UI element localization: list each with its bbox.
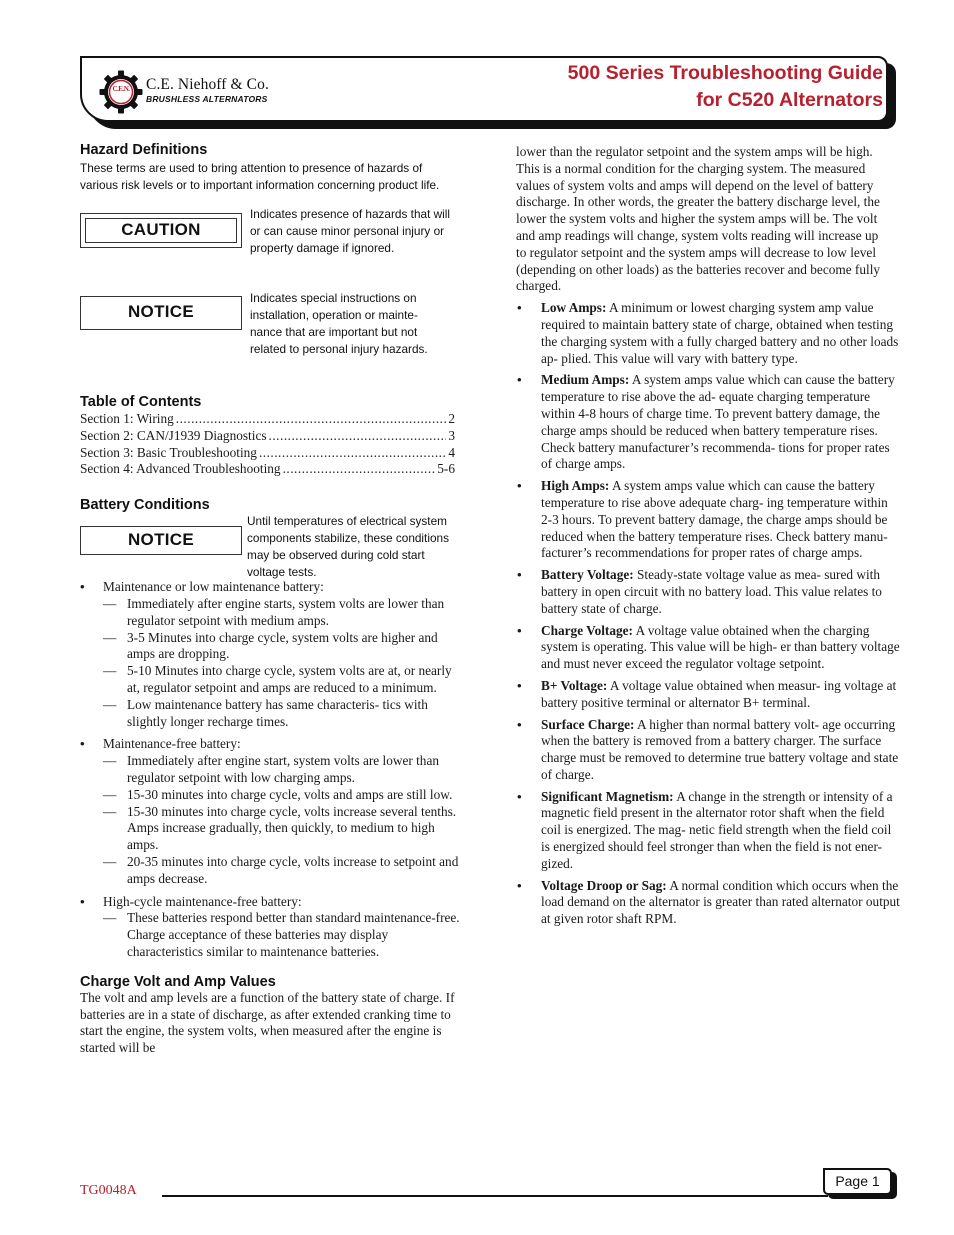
list-item: — 15-30 minutes into charge cycle, volts and amps are still low.	[103, 787, 465, 804]
notice-description: Indicates special instructions on installation, operation or mainte- nance that are important but not related to personal injury hazards.	[250, 291, 428, 356]
page-title-line-1: 500 Series Troubleshooting Guide	[567, 62, 883, 84]
left-column	[80, 142, 465, 1057]
page-number: Page 1	[823, 1168, 892, 1195]
charge-values-paragraph-continued: lower than the regulator setpoint and the system amps will be high. This is a normal condition for the charging system. The measured values of system volts and amps will depend on the level of battery discharge. In other words, the greater the battery discharge level, the lower the system volts and higher the system amps will be. The volt and amp readings will change, system volts reading will increase up to regulator setpoint and the system amps will decrease to low level (depending on other loads) as the batteries recover and become fully charged.	[516, 144, 881, 294]
hazard-definitions-heading: Hazard Definitions	[80, 142, 208, 158]
definition-item: • B+ Voltage: A voltage value obtained when measur- ing voltage at battery positive terminal or alternator B+ terminal.	[516, 678, 901, 712]
definition-item: • Charge Voltage: A voltage value obtained when the charging system is operating. This value will be high- er than battery voltage and must never exceed the regulator voltage setpoint.	[516, 623, 901, 673]
list-item: — These batteries respond better than standard maintenance-free. Charge acceptance of these batteries may display characteristics similar to maintenance batteries.	[103, 910, 465, 960]
list-item: — Low maintenance battery has same characteris- tics with slightly longer recharge times.	[103, 697, 465, 731]
definition-item: • Voltage Droop or Sag: A normal condition which occurs when the load demand on the alternator is greater than rated alternator output at given rotor shaft RPM.	[516, 878, 901, 928]
table-of-contents-heading: Table of Contents	[80, 394, 202, 410]
charge-values-heading: Charge Volt and Amp Values	[80, 973, 276, 990]
notice-label: NOTICE	[127, 302, 195, 321]
hazard-key	[80, 206, 465, 386]
battery-notice-label: NOTICE	[127, 530, 195, 550]
hazard-intro: These terms are used to bring attention to presence of hazards of various risk levels or to important information concerning product life.	[80, 161, 440, 192]
list-item: — Immediately after engine starts, system volts are lower than regulator setpoint with medium amps.	[103, 596, 465, 630]
definition-item: • High Amps: A system amps value which can cause the battery temperature to rise above adequate charg- ing temperature within 2-3 hours. To prevent battery damage, the charge amps should be reduced when the battery temperature rises. Check battery manu- facturer’s recommendations for proper rates of charge amps.	[516, 478, 901, 562]
toc-entry[interactable]: Section 4: Advanced Troubleshooting ..... 5-6	[80, 461, 455, 478]
list-item: — 5-10 Minutes into charge cycle, system volts are at, or nearly at, regulator setpoint and amps are reduced to a minimum.	[103, 663, 465, 697]
list-item: — 3-5 Minutes into charge cycle, system volts are higher and amps are dropping.	[103, 630, 465, 664]
notice-label-box	[80, 296, 242, 330]
toc-entry[interactable]: Section 3: Basic Troubleshooting ..... 4	[80, 445, 455, 462]
definition-item: • Low Amps: A minimum or lowest charging system amp value required to maintain battery state of charge, obtained when testing the charging system with a fully charged battery and no other loads ap- plied. This value will vary with battery type.	[516, 300, 901, 367]
battery-group: • High-cycle maintenance-free battery: — These batteries respond better than standard maintenance-free. Charge acceptance of these batteries may display characteristics similar to maintenance batteries.	[80, 894, 465, 961]
battery-notice-label-box	[80, 526, 242, 555]
right-column	[516, 144, 906, 928]
company-name: C.E. Niehoff & Co.	[146, 76, 269, 93]
battery-group: • Maintenance or low maintenance battery: — Immediately after engine starts, system volts are lower than regulator setpoint with medium amps. — 3-5 Minutes into charge cycle, system volts are higher and amps are dropping. — 5-10 Minutes into charge cycle, system volts are at, or nearly at, regulator setpoint and amps are reduced to a minimum. — Low maintenance battery has same characteris- tics with slightly longer recharge times.	[80, 579, 465, 730]
definition-item: • Battery Voltage: Steady-state voltage value as mea- sured with battery in open circuit with no battery load. This value relates to battery state of charge.	[516, 567, 901, 617]
battery-condition-list	[80, 579, 465, 961]
page-title-line-2: for C520 Alternators	[696, 89, 883, 111]
charge-values-paragraph-start: The volt and amp levels are a function of the battery state of charge. If batteries are in a state of discharge, as after extended cranking time to start the engine, the system volts, when measured after the engine is started will be	[80, 989, 455, 1056]
table-of-contents	[80, 411, 455, 478]
battery-conditions-heading: Battery Conditions	[80, 497, 210, 514]
definition-item: • Medium Amps: A system amps value which can cause the battery temperature to rise above the ad- equate charging temperature within 4-8 hours of charge time. To prevent battery damage, the charge amps should be reduced when battery temperature rises. Check battery manufacturer’s recommenda- tions for proper rates of charge amps.	[516, 372, 901, 473]
list-item: — Immediately after engine start, system volts are lower than regulator setpoint with low charging amps.	[103, 753, 465, 787]
battery-group: • Maintenance-free battery: — Immediately after engine start, system volts are lower than regulator setpoint with low charging amps. — 15-30 minutes into charge cycle, volts and amps are still low. — 15-30 minutes into charge cycle, volts increase several tenths. Amps increase gradually, then quickly, to medium to high amps. — 20-35 minutes into charge cycle, volts increase to setpoint and amps decrease.	[80, 736, 465, 887]
toc-entry[interactable]: Section 1: Wiring ..... 2	[80, 411, 455, 428]
list-item: — 15-30 minutes into charge cycle, volts increase several tenths. Amps increase gradually, then quickly, to medium to high amps.	[103, 804, 465, 854]
definition-item: • Significant Magnetism: A change in the strength or intensity of a magnetic field present in the alternator rotor shaft when the field coil is energized. The mag- netic field strength when the field coil is energized should feel stronger than when the field is not ener- gized.	[516, 789, 901, 873]
definition-list	[516, 300, 901, 928]
caution-label-box	[80, 213, 242, 248]
footer-rule	[162, 1195, 828, 1197]
logo-letters: C.E.N.	[112, 85, 130, 93]
caution-description: Indicates presence of hazards that will or can cause minor personal injury or property damage if ignored.	[250, 207, 450, 255]
toc-entry[interactable]: Section 2: CAN/J1939 Diagnostics ..... 3	[80, 428, 455, 445]
caution-label: CAUTION	[121, 220, 201, 239]
definition-item: • Surface Charge: A higher than normal battery volt- age occurring when the battery is removed from a battery charger. The surface charge must be removed to determine true battery voltage and state of charge.	[516, 717, 901, 784]
list-item: — 20-35 minutes into charge cycle, volts increase to setpoint and amps decrease.	[103, 854, 465, 888]
document-code: TG0048A	[80, 1183, 137, 1198]
company-tagline: BRUSHLESS ALTERNATORS	[146, 94, 268, 104]
battery-notice-text: Until temperatures of electrical system components stabilize, these conditions may be observed during cold start voltage tests.	[247, 514, 449, 580]
battery-notice	[80, 513, 465, 579]
